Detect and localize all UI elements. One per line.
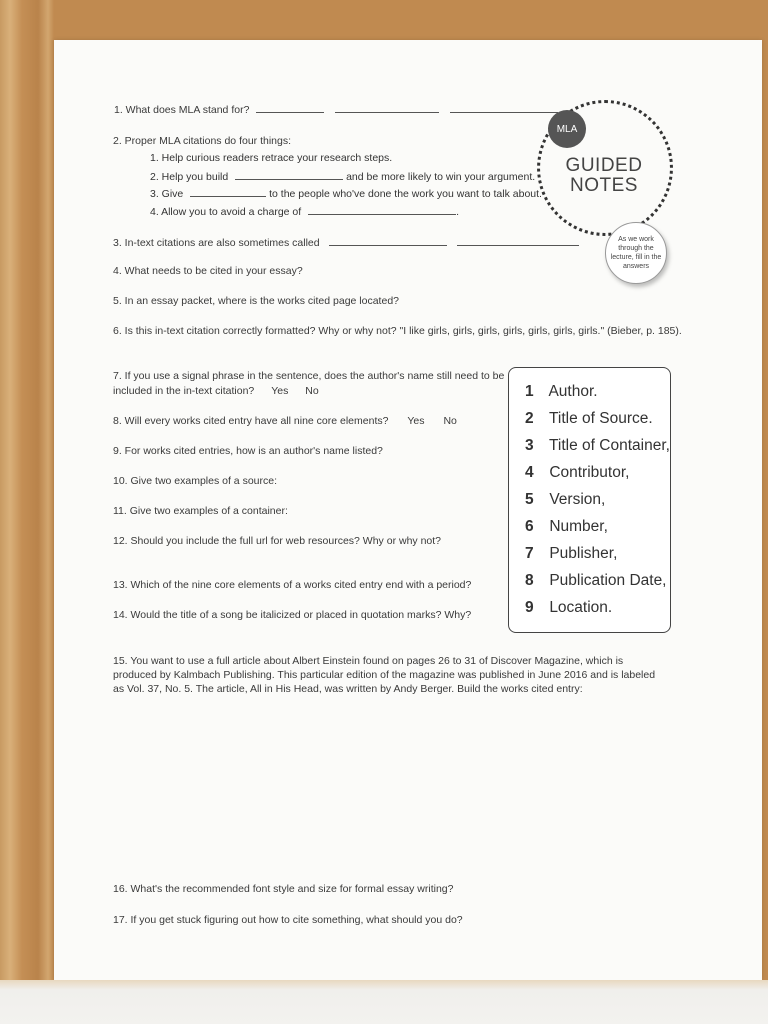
question-8: 8. Will every works cited entry have all nine core elements? Yes No	[113, 415, 457, 427]
answer-blank[interactable]	[335, 101, 439, 113]
answer-blank[interactable]	[190, 185, 266, 197]
question-12: 12. Should you include the full url for web resources? Why or why not?	[113, 535, 442, 547]
question-2-item-3: 3. Give to the people who've done the work you want to talk about.	[150, 185, 542, 201]
question-4: 4. What needs to be cited in your essay?	[113, 265, 303, 277]
answer-blank[interactable]	[308, 203, 456, 215]
question-1-text: 1. What does MLA stand for?	[114, 104, 250, 116]
question-11: 11. Give two examples of a container:	[113, 505, 288, 517]
answer-blank[interactable]	[329, 234, 447, 246]
question-5: 5. In an essay packet, where is the works cited page located?	[113, 295, 399, 307]
question-2-item-2: 2. Help you build and be more likely to win your argument.	[150, 168, 535, 184]
question-10: 10. Give two examples of a source:	[113, 475, 277, 487]
answer-blank[interactable]	[235, 168, 343, 180]
question-3: 3. In-text citations are also sometimes called	[113, 234, 579, 250]
core-element: 7 Publisher,	[525, 545, 618, 562]
question-13: 13. Which of the nine core elements of a works cited entry end with a period?	[113, 579, 472, 591]
question-16: 16. What's the recommended font style and size for formal essay writing?	[113, 883, 454, 895]
core-element: 8 Publication Date,	[525, 572, 667, 589]
background-strip	[0, 980, 768, 1024]
no-option[interactable]: No	[305, 385, 319, 397]
no-option[interactable]: No	[443, 415, 457, 427]
instruction-bubble: As we work through the lecture, fill in the answers	[605, 222, 667, 284]
answer-blank[interactable]	[450, 101, 558, 113]
core-element: 9 Location.	[525, 599, 613, 616]
core-element: 1 Author.	[525, 383, 598, 400]
question-6: 6. Is this in-text citation correctly formatted? Why or why not? "I like girls, girls, girls, girls, girls, girls, girls." (Bieber, p. 185).	[113, 325, 682, 337]
core-elements-box	[508, 367, 671, 633]
core-element: 4 Contributor,	[525, 464, 630, 481]
answer-blank[interactable]	[457, 234, 579, 246]
question-9: 9. For works cited entries, how is an author's name listed?	[113, 445, 383, 457]
question-7-line-2: included in the in-text citation? Yes No	[113, 385, 319, 397]
core-element: 3 Title of Container,	[525, 437, 670, 454]
question-1	[114, 101, 558, 117]
guided-notes-title: GUIDED NOTES	[565, 155, 643, 196]
question-15: 15. You want to use a full article about Albert Einstein found on pages 26 to 31 of Discover Magazine, which is produced by Kalmbach Publishing. This particular edition of the magazine was published in June 2016 and is labeled as Vol. 37, No. 5. The article, All in His Head, was written by Andy Berger. Build the works cited entry:	[113, 655, 656, 695]
question-17: 17. If you get stuck figuring out how to cite something, what should you do?	[113, 914, 463, 926]
yes-option[interactable]: Yes	[271, 385, 289, 397]
question-14: 14. Would the title of a song be italicized or placed in quotation marks? Why?	[113, 609, 472, 621]
question-2: 2. Proper MLA citations do four things:	[113, 135, 292, 147]
core-element: 6 Number,	[525, 518, 608, 535]
yes-option[interactable]: Yes	[407, 415, 425, 427]
question-2-item-1: 1. Help curious readers retrace your research steps.	[150, 152, 393, 164]
question-7: 7. If you use a signal phrase in the sentence, does the author's name still need to be	[113, 370, 505, 382]
mla-circle: MLA	[548, 110, 586, 148]
answer-blank[interactable]	[256, 101, 324, 113]
question-2-item-4: 4. Allow you to avoid a charge of .	[150, 203, 459, 219]
core-element: 2 Title of Source.	[525, 410, 653, 427]
core-element: 5 Version,	[525, 491, 606, 508]
